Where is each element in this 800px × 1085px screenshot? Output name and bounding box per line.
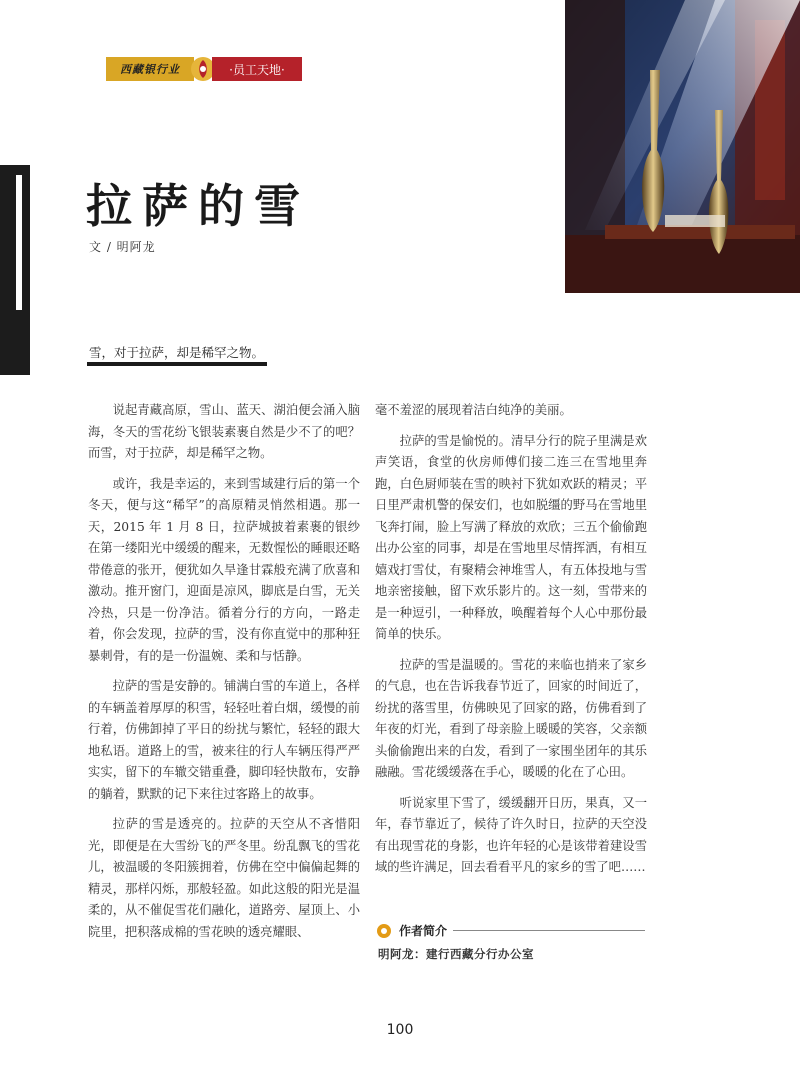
paragraph: 说起青藏高原，雪山、蓝天、湖泊便会涌入脑海，冬天的雪花纷飞银装素裹自然是少不了的吧？而雪，对于拉萨，却是稀罕之物。 <box>88 403 360 460</box>
paragraph-continuation: 毫不羞涩的展现着洁白纯净的美丽。 <box>375 403 572 417</box>
brand-label: 西藏银行业 <box>106 57 194 81</box>
article-title: 拉萨的雪 <box>86 179 310 233</box>
section-label: ·员工天地· <box>212 57 302 81</box>
edge-bar <box>0 165 30 375</box>
byline: 文 / 明阿龙 <box>89 240 156 254</box>
author-header <box>377 922 645 939</box>
pull-quote-rule <box>87 362 267 366</box>
pull-quote: 雪，对于拉萨，却是稀罕之物。 <box>89 345 265 360</box>
paragraph: 拉萨的雪是安静的。铺满白雪的车道上，各样的车辆盖着厚厚的积雪，轻轻吐着白烟，缓慢的前行着，仿佛卸掉了平日的纷扰与繁忙，轻轻的跟大地私语。道路上的雪，被来往的行人车辆压得严严实实，留下的车辙交错重叠，脚印轻快散布，安静的躺着，默默的记下来往过客路上的故事。 <box>88 679 360 801</box>
paragraph: 拉萨的雪是愉悦的。清早分行的院子里满是欢声笑语，食堂的伙房师傅们接二连三在雪地里奔跑，白色厨师装在雪的映衬下犹如欢跃的精灵；平日里严肃机警的保安们，也如脱缰的野马在雪地里飞奔打闹，脸上写满了释放的欢欣；三五个偷偷跑出办公室的同事，却是在雪地里尽情挥洒，有相互嬉戏打雪仗，有聚精会神堆雪人，有五体投地与雪地亲密接触，留下欢乐影片的。这一刻，雪带来的是一种逗引，一种释放，唤醒着每个人心中那份最简单的快乐。 <box>375 433 647 641</box>
author-info: 明阿龙：建行西藏分行办公室 <box>378 947 534 961</box>
paragraph: 或许，我是幸运的，来到雪域建行后的第一个冬天，便与这“稀罕”的高原精灵悄然相遇。那一天，2015 年 1 月 8 日，拉萨城披着素裹的银纱在第一缕阳光中缓缓的醒来，无数惺忪的睡眼还略带倦意的张开，便犹如久旱逢甘霖般充满了欣喜和激动。推开窗门，迎面是凉风，脚底是白雪，无关冷热，只是一份净洁。循着分行的方向，一路走着，你会发现，拉萨的雪，没有你直觉中的那种狂暴刺骨，有的是一份温婉、柔和与恬静。 <box>88 476 360 663</box>
author-bullet-icon <box>377 924 391 938</box>
edge-stripe <box>16 175 22 310</box>
left-column <box>88 400 360 952</box>
page-number: 100 <box>386 1022 414 1038</box>
right-column <box>375 400 647 888</box>
hero-photo <box>565 0 800 293</box>
author-divider <box>453 930 645 931</box>
author-label: 作者简介 <box>399 924 448 938</box>
header-tag <box>106 57 302 81</box>
paragraph: 听说家里下雪了，缓缓翻开日历，果真，又一年，春节靠近了，候待了许久时日，拉萨的天空没有出现雪花的身影，也许年轻的心是该带着建设雪域的些许满足，回去看看平凡的家乡的雪了吧…… <box>375 795 647 874</box>
paragraph: 拉萨的雪是透亮的。拉萨的天空从不吝惜阳光，即便是在大雪纷飞的严冬里。纷乱飘飞的雪花儿，被温暖的冬阳簇拥着，仿佛在空中偏偏起舞的精灵，那样闪烁，那般轻盈。如此这般的阳光是温柔的，从不催促雪花们融化，道路旁、屋顶上、小院里，把积落成棉的雪花映的透亮耀眼、 <box>88 817 360 939</box>
paragraph: 拉萨的雪是温暖的。雪花的来临也捎来了家乡的气息，也在告诉我春节近了，回家的时间近了，纷扰的落雪里，仿佛映见了回家的路，仿佛看到了年夜的灯光，看到了母亲脸上暖暖的笑容，父亲额头偷偷跑出来的白发，看到了一家围坐团年的其乐融融。雪花缓缓落在手心，暖暖的化在了心田。 <box>375 657 647 779</box>
